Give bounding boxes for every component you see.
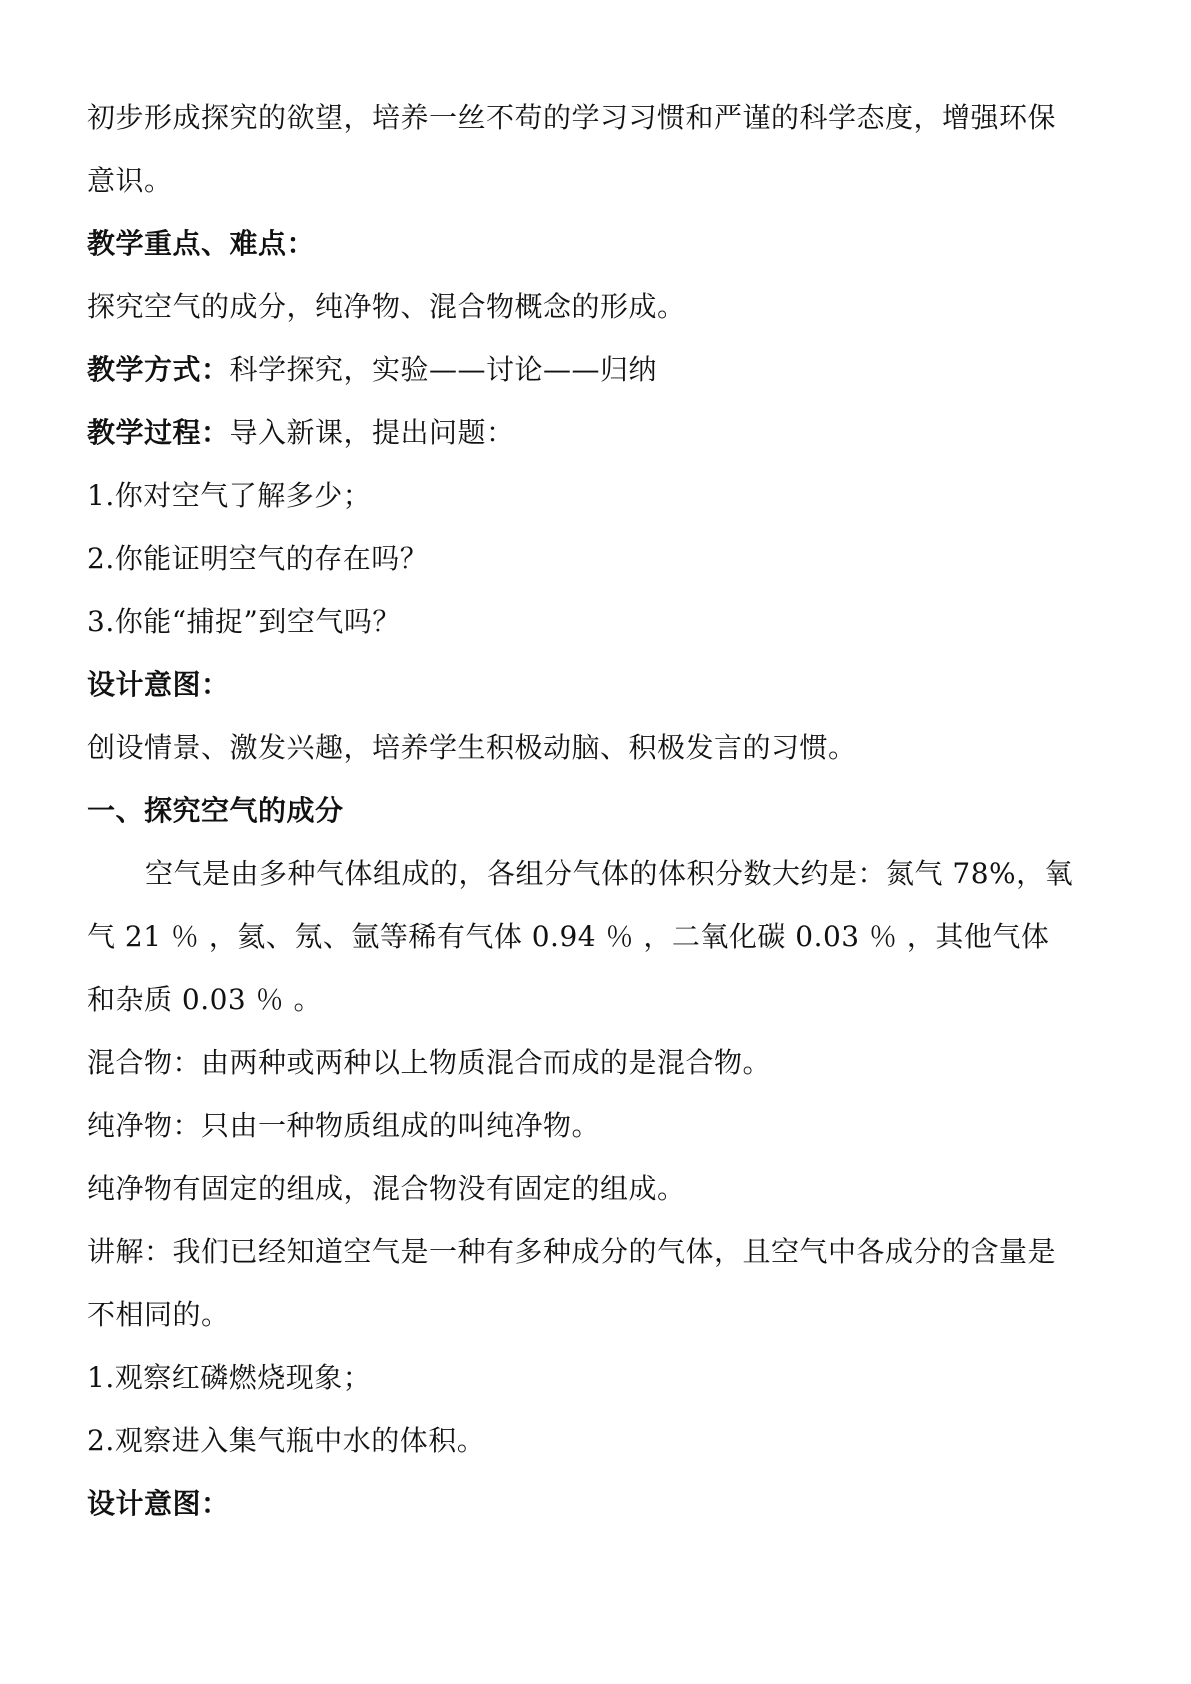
definition-pure-substance: 纯净物：只由一种物质组成的叫纯净物。 <box>87 1109 601 1142</box>
section-heading-key-points: 教学重点、难点： <box>87 227 316 260</box>
teaching-process-line <box>87 401 1122 464</box>
paragraph-line: 纯净物有固定的组成，混合物没有固定的组成。 <box>87 1172 686 1205</box>
question-item: 1.你对空气了解多少； <box>87 479 372 512</box>
paragraph-line: 创设情景、激发兴趣，培养学生积极动脑、积极发言的习惯。 <box>87 731 857 764</box>
design-intent-heading: 设计意图： <box>87 668 230 701</box>
teaching-method-text: 科学探究，实验——讨论——归纳 <box>229 353 658 386</box>
paragraph-line: 意识。 <box>87 164 173 197</box>
document-body <box>87 86 1122 1535</box>
explanation-line: 不相同的。 <box>87 1298 230 1331</box>
paragraph-line: 和杂质 0.03 ％ 。 <box>87 983 323 1016</box>
design-intent-heading: 设计意图： <box>87 1487 230 1520</box>
section-heading-air-composition: 一、探究空气的成分 <box>87 794 344 827</box>
observation-item: 1.观察红磷燃烧现象； <box>87 1361 372 1394</box>
teaching-process-label: 教学过程： <box>87 416 230 449</box>
definition-mixture: 混合物：由两种或两种以上物质混合而成的是混合物。 <box>87 1046 772 1079</box>
teaching-method-line <box>87 338 1122 401</box>
question-item: 3.你能“捕捉”到空气吗？ <box>87 605 401 638</box>
paragraph-line: 初步形成探究的欲望，培养一丝不苟的学习习惯和严谨的科学态度，增强环保 <box>87 101 1057 134</box>
question-item: 2.你能证明空气的存在吗？ <box>87 542 429 575</box>
observation-item: 2.观察进入集气瓶中水的体积。 <box>87 1424 486 1457</box>
paragraph-line: 空气是由多种气体组成的，各组分气体的体积分数大约是：氮气 78%，氧 <box>145 857 1074 890</box>
teaching-method-label: 教学方式： <box>87 353 230 386</box>
explanation-line: 讲解：我们已经知道空气是一种有多种成分的气体，且空气中各成分的含量是 <box>87 1235 1057 1268</box>
paragraph-line: 气 21 ％ ，氦、氖、氩等稀有气体 0.94 ％ ，二氧化碳 0.03 ％ ，其他气体 <box>87 920 1050 953</box>
paragraph-line: 探究空气的成分，纯净物、混合物概念的形成。 <box>87 290 686 323</box>
teaching-process-text: 导入新课，提出问题： <box>229 416 515 449</box>
